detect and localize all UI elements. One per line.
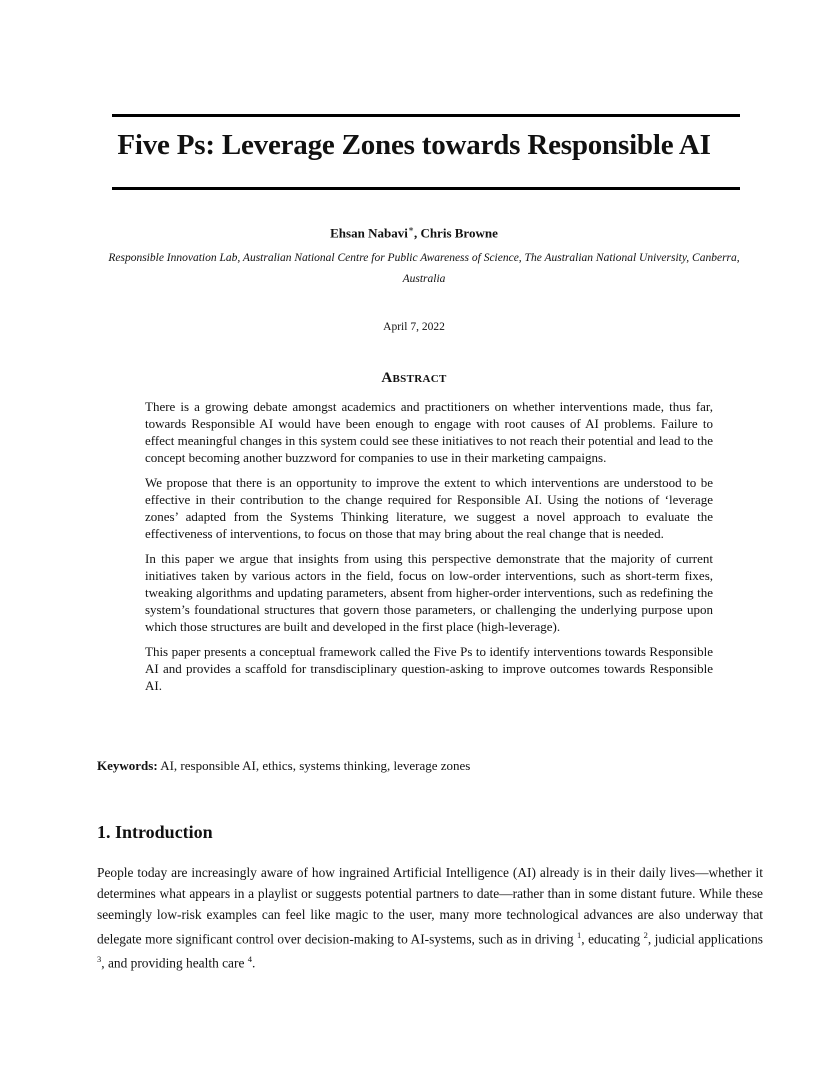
title-rule-bottom (112, 187, 740, 190)
citation-4[interactable]: 4 (247, 954, 252, 965)
abstract-paragraph: We propose that there is an opportunity to improve the extent to which interventions are understood to be effective in their contribution to the change required for Responsible AI. Using the notions of ‘leverage zones’ adapted from the Systems Thinking literature, we suggest a novel approach to evaluate the effectiveness of interventions, to focus on those that may bring about the real change that is needed. (145, 475, 713, 541)
abstract-heading: Abstract (381, 370, 447, 386)
abstract-body (145, 398, 713, 702)
keywords-label: Keywords: (97, 758, 158, 773)
abstract-paragraph: In this paper we argue that insights from using this perspective demonstrate that the majority of current initiatives taken by various actors in the field, focus on low-order interventions, such as short-term fixes, tweaking algorithms and updating parameters, absent from higher-order interventions, such as redefining the system’s foundational structures that govern those parameters, or challenging the underlying purpose upon which those structures are built and developed in the first place (high-leverage). (145, 551, 713, 634)
paper-title: Five Ps: Leverage Zones towards Responsible AI (117, 129, 711, 161)
introduction-paragraph (97, 862, 763, 974)
title-rule-top (112, 114, 740, 117)
intro-text: , and providing health care (101, 955, 248, 971)
abstract-paragraph: There is a growing debate amongst academics and practitioners on whether interventions made, thus far, towards Responsible AI would have been enough to engage with root causes of AI problems. Failure to effect meaningful changes in this system could see these initiatives to not reach their potential and lead to the concept becoming another buzzword for companies to use in their marketing campaigns. (145, 399, 713, 465)
citation-1[interactable]: 1 (577, 930, 582, 940)
affiliation: Responsible Innovation Lab, Australian National Centre for Public Awareness of Science, The Australian National University, Canberra, Australia (108, 252, 740, 285)
abstract-paragraph: This paper presents a conceptual framework called the Five Ps to identify interventions towards Responsible AI and provides a scaffold for transdisciplinary question-asking to improve outcomes towards Responsible AI. (145, 644, 713, 693)
author-list (60, 224, 768, 241)
section-heading-introduction: 1. Introduction (97, 822, 213, 842)
intro-text: . (252, 955, 256, 971)
intro-text: , educating (581, 931, 644, 947)
citation-2[interactable]: 2 (643, 930, 648, 940)
intro-text: , judicial applications (647, 931, 763, 947)
intro-text: People today are increasingly aware of how ingrained Artificial Intelligence (AI) already is in their daily lives—whether it determines what appears in a playlist or suggests potential partners to date—rather than in some distant future. While these seemingly low-risk examples can feel like magic to the user, many more technological advances are also underway that delegate more significant control over decision-making to AI-systems, such as in driving (97, 865, 763, 947)
author-name: , Chris Browne (413, 225, 498, 241)
citation-3[interactable]: 3 (97, 954, 102, 965)
keywords (97, 758, 747, 774)
author-name: Ehsan Nabavi (330, 225, 408, 241)
paper-date: April 7, 2022 (383, 321, 445, 333)
keywords-text: AI, responsible AI, ethics, systems thinking, leverage zones (157, 758, 471, 773)
corresponding-mark: ∗ (407, 224, 414, 234)
